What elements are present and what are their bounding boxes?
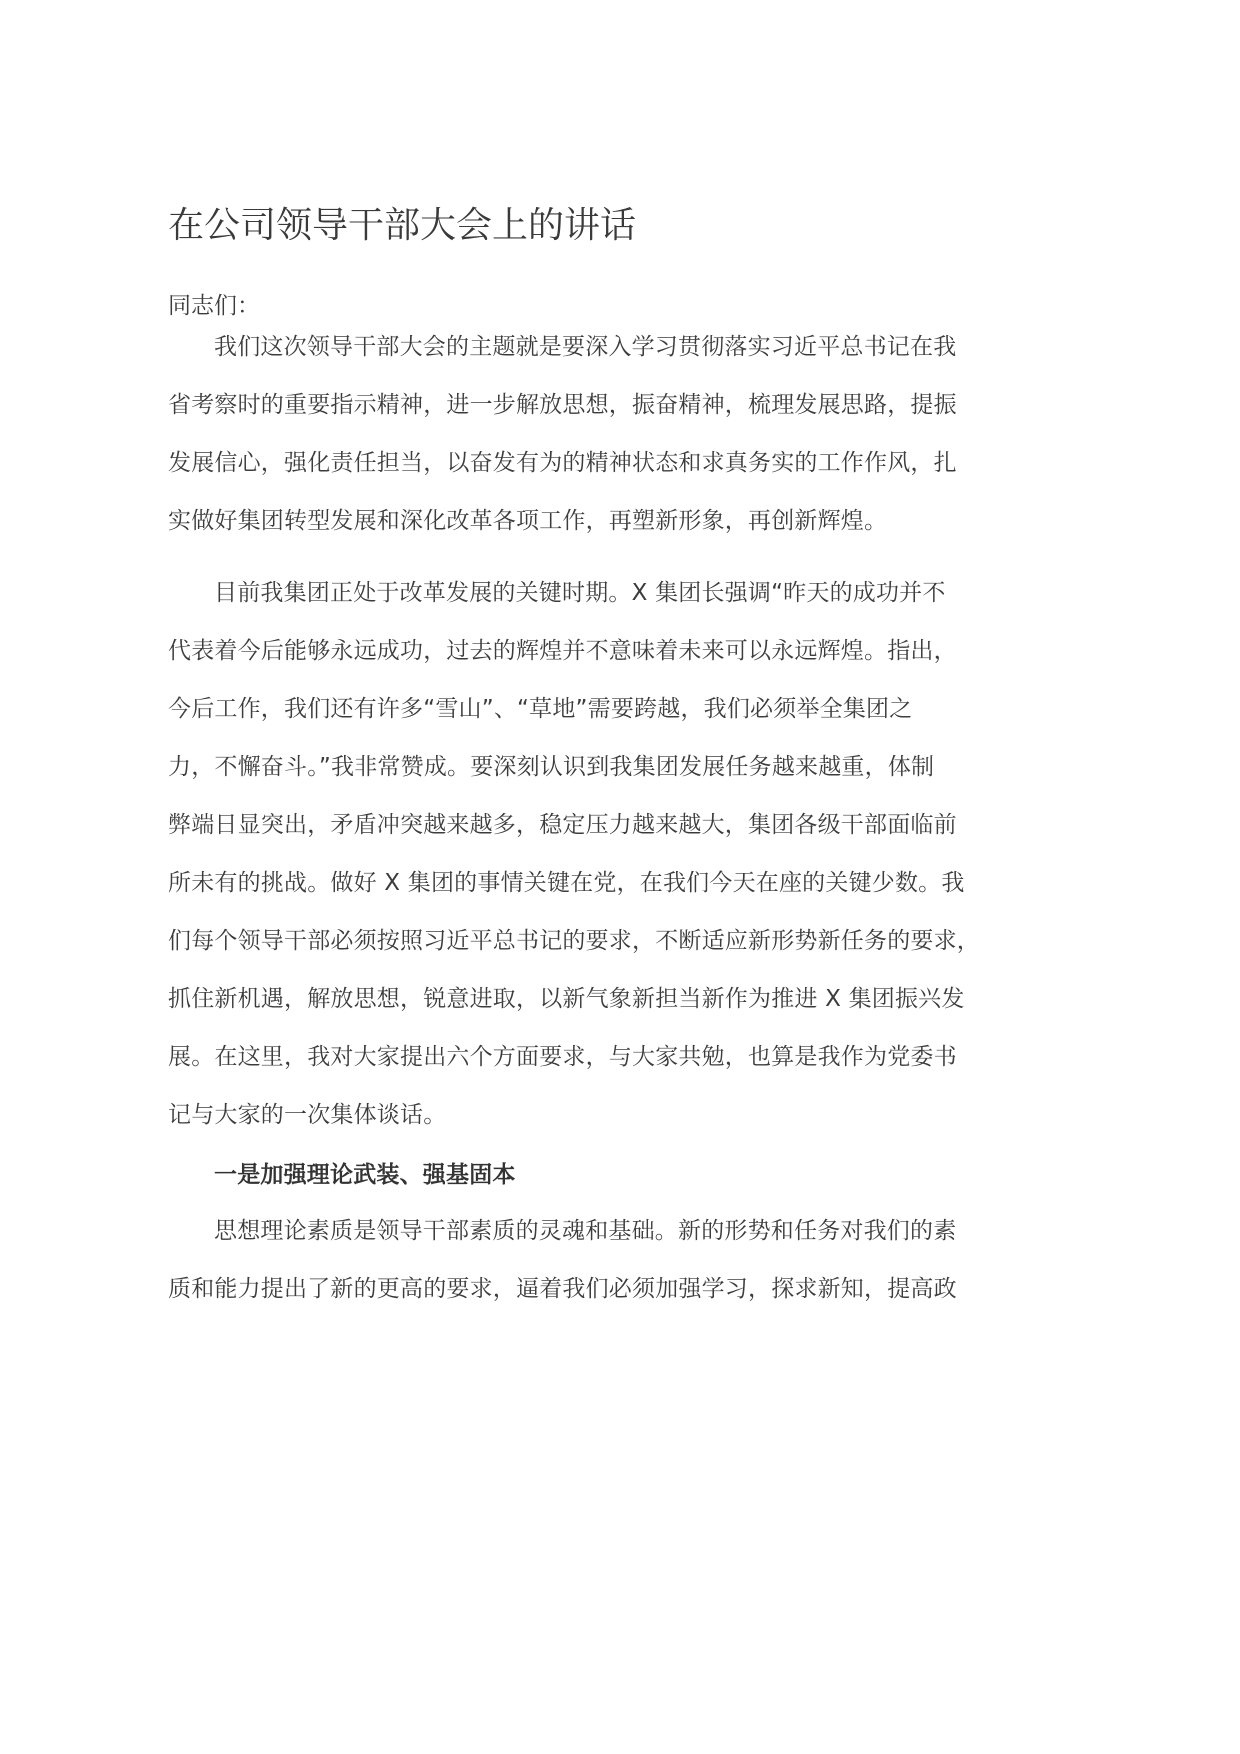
paragraph-line: 我们这次领导干部大会的主题就是要深入学习贯彻落实习近平总书记在我 bbox=[214, 334, 957, 360]
paragraph-line: 今后工作，我们还有许多“雪山”、“草地”需要跨越，我们必须举全集团之 bbox=[168, 696, 913, 722]
paragraph-line: 思想理论素质是领导干部素质的灵魂和基础。新的形势和任务对我们的素 bbox=[214, 1218, 957, 1244]
paragraph-line: 质和能力提出了新的更高的要求，逼着我们必须加强学习，探求新知，提高政 bbox=[168, 1276, 957, 1302]
paragraph-line: 力，不懈奋斗。”我非常赞成。要深刻认识到我集团发展任务越来越重，体制 bbox=[168, 754, 935, 780]
paragraph-line: 省考察时的重要指示精神，进一步解放思想，振奋精神，梳理发展思路，提振 bbox=[168, 392, 957, 418]
section-heading: 一是加强理论武装、强基固本 bbox=[214, 1162, 516, 1188]
paragraph-line: 抓住新机遇，解放思想，锐意进取，以新气象新担当新作为推进 X 集团振兴发 bbox=[168, 986, 965, 1012]
paragraph-line: 所未有的挑战。做好 X 集团的事情关键在党，在我们今天在座的关键少数。我 bbox=[168, 870, 965, 896]
salutation: 同志们： bbox=[168, 293, 260, 319]
paragraph-line: 们每个领导干部必须按照习近平总书记的要求，不断适应新形势新任务的要求， bbox=[168, 928, 980, 954]
paragraph-line: 展。在这里，我对大家提出六个方面要求，与大家共勉，也算是我作为党委书 bbox=[168, 1044, 957, 1070]
paragraph-line: 代表着今后能够永远成功，过去的辉煌并不意味着未来可以永远辉煌。指出， bbox=[168, 638, 957, 664]
paragraph-line: 实做好集团转型发展和深化改革各项工作，再塑新形象，再创新辉煌。 bbox=[168, 508, 888, 534]
paragraph-line: 弊端日显突出，矛盾冲突越来越多，稳定压力越来越大，集团各级干部面临前 bbox=[168, 812, 957, 838]
document-title: 在公司领导干部大会上的讲话 bbox=[168, 205, 637, 246]
paragraph-line: 目前我集团正处于改革发展的关键时期。X 集团长强调“昨天的成功并不 bbox=[214, 580, 946, 606]
paragraph-line: 发展信心，强化责任担当，以奋发有为的精神状态和求真务实的工作作风，扎 bbox=[168, 450, 957, 476]
paragraph-line: 记与大家的一次集体谈话。 bbox=[168, 1102, 447, 1128]
